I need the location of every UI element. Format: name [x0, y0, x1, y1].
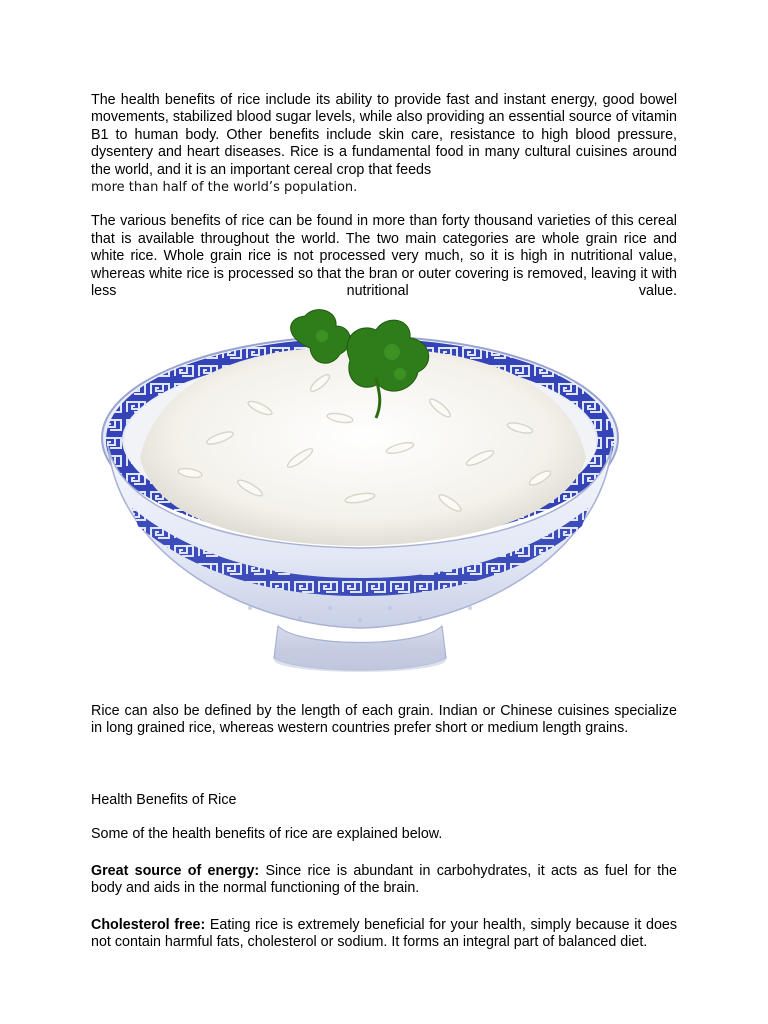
rice-bowl-image	[100, 308, 624, 684]
section-heading: Health Benefits of Rice	[91, 792, 237, 808]
benefit-cholesterol-text: Eating rice is extremely beneficial for your health, simply because it does not contain harmful fats, cholesterol or sodium. It forms an integral part of balanced diet.	[91, 917, 677, 951]
benefit-energy-title: Great source of energy:	[91, 863, 260, 879]
document-body	[91, 92, 677, 300]
varieties-paragraph: The various benefits of rice can be found in more than forty thousand varieties of this cereal that is available throughout the world. The two main categories are whole grain rice and white rice. Whole grain rice is not processed very much, so it is high in nutritional value, whereas white rice is processed so that the bran or outer covering is removed, leaving it with less nutritional value.	[91, 213, 677, 300]
benefit-cholesterol	[91, 917, 677, 952]
benefit-energy-text: Since rice is abundant in carbohydrates, it acts as fuel for the body and aids in the normal functioning of the brain.	[91, 863, 677, 897]
intro-paragraph	[91, 92, 677, 196]
intro-paragraph-main: The health benefits of rice include its ability to provide fast and instant energy, good bowel movements, stabilized blood sugar levels, while also providing an essential source of vitamin B1 to human body. Other benefits include skin care, resistance to high blood pressure, dysentery and heart diseases. Rice is a fundamental food in many cultural cuisines around the world, and it is an important cereal crop that feeds	[91, 92, 677, 178]
section-intro: Some of the health benefits of rice are explained below.	[91, 826, 443, 842]
grain-length-paragraph: Rice can also be defined by the length of each grain. Indian or Chinese cuisines specialize in long grained rice, whereas western countries prefer short or medium length grains.	[91, 703, 677, 737]
intro-paragraph-tail: more than half of the world’s population.	[91, 180, 358, 196]
benefit-cholesterol-title: Cholesterol free:	[91, 917, 206, 933]
benefit-energy	[91, 863, 677, 898]
